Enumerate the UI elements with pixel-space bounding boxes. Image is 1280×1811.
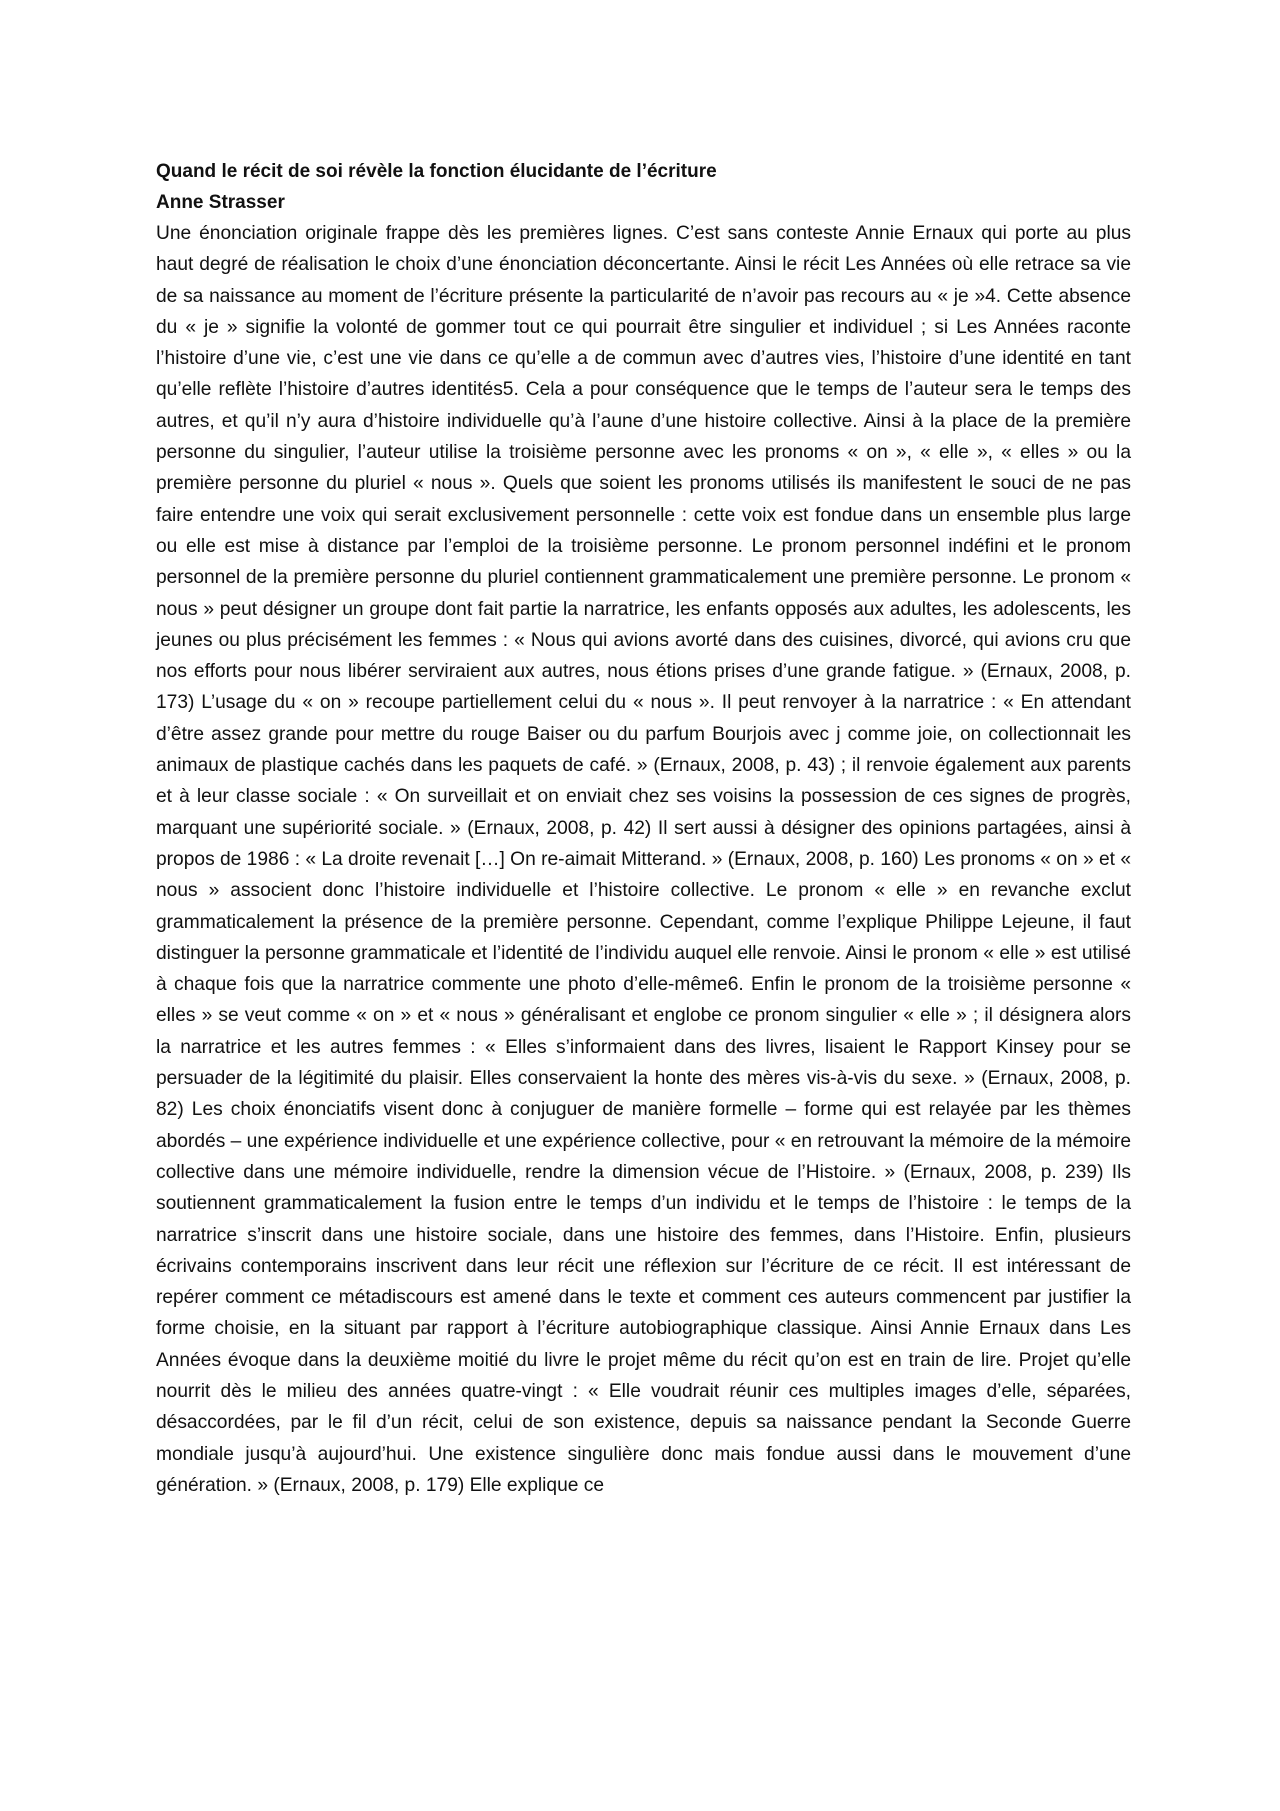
- document-author: Anne Strasser: [156, 192, 285, 213]
- body-paragraph: Une énonciation originale frappe dès les premières lignes. C’est sans conteste Annie Ernaux qui porte au plus haut degré de réalisation le choix d’une énonciation déconcertante. Ainsi le récit Les Années où elle retrace sa vie de sa naissance au moment de l’écriture présente la particularité de n’avoir pas recours au « je »4. Cette absence du « je » signifie la volonté de gommer tout ce qui pourrait être singulier et individuel ; si Les Années raconte l’histoire d’une vie, c’est une vie dans ce qu’elle a de commun avec d’autres vies, l’histoire d’une identité en tant qu’elle reflète l’histoire d’autres identités5. Cela a pour conséquence que le temps de l’auteur sera le temps des autres, et qu’il n’y aura d’histoire individuelle qu’à l’aune d’une histoire collective. Ainsi à la place de la première personne du singulier, l’auteur utilise la troisième personne avec les pronoms « on », « elle », « elles » ou la première personne du pluriel « nous ». Quels que soient les pronoms utilisés ils manifestent le souci de ne pas faire entendre une voix qui serait exclusivement personnelle : cette voix est fondue dans un ensemble plus large ou elle est mise à distance par l’emploi de la troisième personne. Le pronom personnel indéfini et le pronom personnel de la première personne du pluriel contiennent grammaticalement une première personne. Le pronom « nous » peut désigner un groupe dont fait partie la narratrice, les enfants opposés aux adultes, les adolescents, les jeunes ou plus précisément les femmes : « Nous qui avions avorté dans des cuisines, divorcé, qui avions cru que nos efforts pour nous libérer serviraient aux autres, nous étions prises d’une grande fatigue. » (Ernaux, 2008, p. 173) L’usage du « on » recoupe partiellement celui du « nous ». Il peut renvoyer à la narratrice : « En attendant d’être assez grande pour mettre du rouge Baiser ou du parfum Bourjois avec j comme joie, on collectionnait les animaux de plastique cachés dans les paquets de café. » (Ernaux, 2008, p. 43) ; il renvoie également aux parents et à leur classe sociale : « On surveillait et on enviait chez ses voisins la possession de ces signes de progrès, marquant une supériorité sociale. » (Ernaux, 2008, p. 42) Il sert aussi à désigner des opinions partagées, ainsi à propos de 1986 : « La droite revenait […] On re-aimait Mitterand. » (Ernaux, 2008, p. 160) Les pronoms « on » et « nous » associent donc l’histoire individuelle et l’histoire collective. Le pronom « elle » en revanche exclut grammaticalement la présence de la première personne. Cependant, comme l’explique Philippe Lejeune, il faut distinguer la personne grammaticale et l’identité de l’individu auquel elle renvoie. Ainsi le pronom « elle » est utilisé à chaque fois que la narratrice commente une photo d’elle-même6. Enfin le pronom de la troisième personne « elles » se veut comme « on » et « nous » généralisant et englobe ce pronom singulier « elle » ; il désignera alors la narratrice et les autres femmes : « Elles s’informaient dans des livres, lisaient le Rapport Kinsey pour se persuader de la légitimité du plaisir. Elles conservaient la honte des mères vis-à-vis du sexe. » (Ernaux, 2008, p. 82) Les choix énonciatifs visent donc à conjuguer de manière formelle – forme qui est relayée par les thèmes abordés – une expérience individuelle et une expérience collective, pour « en retrouvant la mémoire de la mémoire collective dans une mémoire individuelle, rendre la dimension vécue de l’Histoire. » (Ernaux, 2008, p. 239) Ils soutiennent grammaticalement la fusion entre le temps d’un individu et le temps de l’histoire : le temps de la narratrice s’inscrit dans une histoire sociale, dans une histoire des femmes, dans l’Histoire. Enfin, plusieurs écrivains contemporains inscrivent dans leur récit une réflexion sur l’écriture de ce récit. Il est intéressant de repérer comment ce métadiscours est amené dans le texte et comment ces auteurs commencent par justifier la forme choisie, en la situant par rapport à l’écriture autobiographique classique. Ainsi Annie Ernaux dans Les Années évoque dans la deuxième moitié du livre le projet même du récit qu’on est en train de lire. Projet qu’elle nourrit dès le milieu des années quatre-vingt : « Elle voudrait réunir ces multiples images d’elle, séparées, désaccordées, par le fil d’un récit, celui de son existence, depuis sa naissance pendant la Seconde Guerre mondiale jusqu’à aujourd’hui. Une existence singulière donc mais fondue aussi dans le mouvement d’une génération. » (Ernaux, 2008, p. 179) Elle explique ce: [156, 223, 1131, 1496]
- document-title: Quand le récit de soi révèle la fonction élucidante de l’écriture: [156, 161, 717, 182]
- document-content: [156, 156, 1131, 1501]
